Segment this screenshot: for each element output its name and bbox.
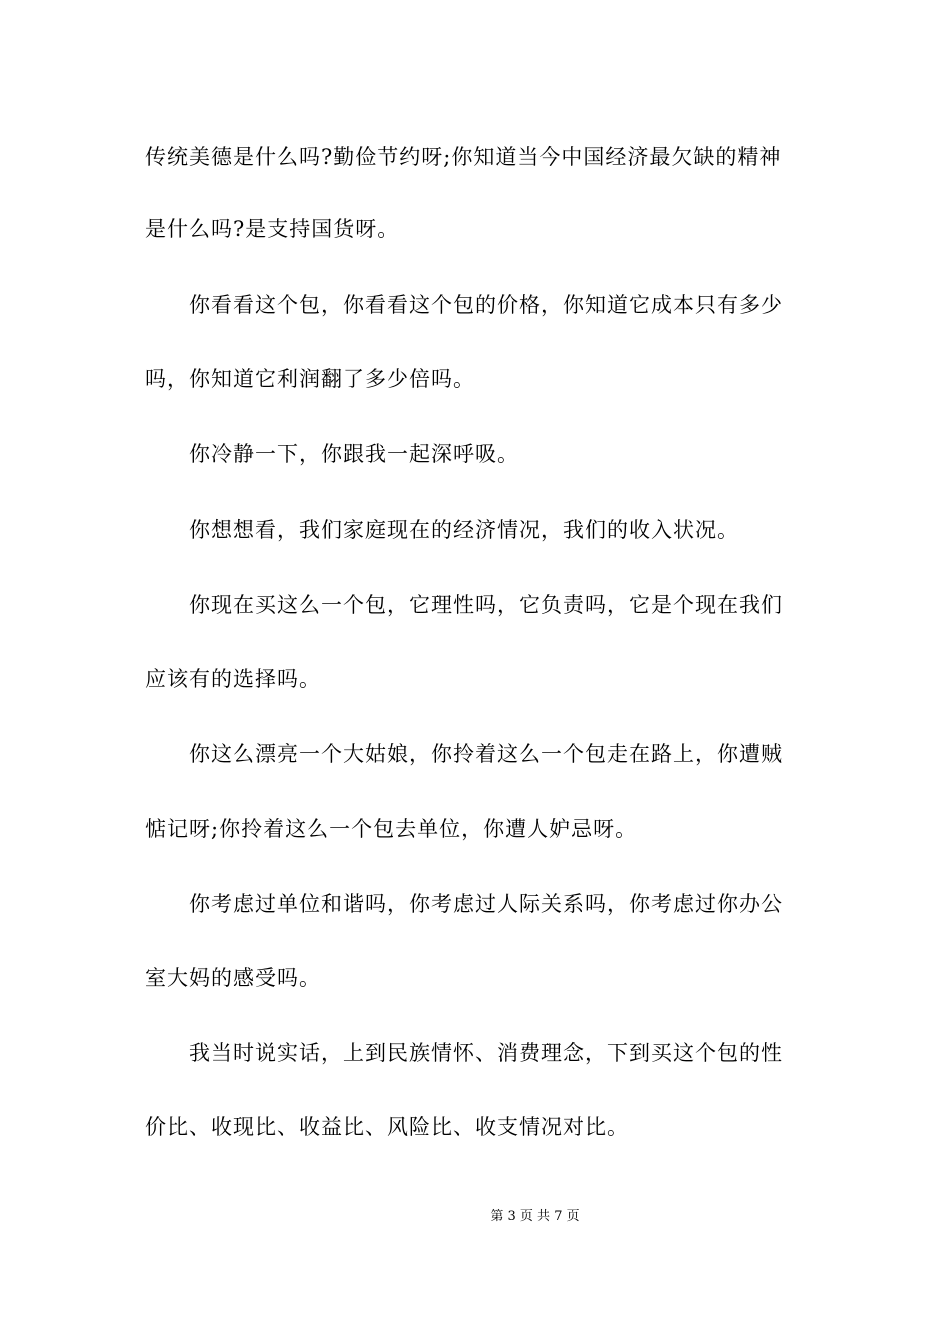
- text-line: 是什么吗?是支持国货呀。: [145, 217, 400, 241]
- text-line: 惦记呀;你拎着这么一个包去单位，你遭人妒忌呀。: [145, 817, 638, 841]
- text-line: 室大妈的感受吗。: [145, 966, 321, 990]
- text-line: 你这么漂亮一个大姑娘，你拎着这么一个包走在路上，你遭贼: [189, 742, 783, 766]
- text-line: 你想想看，我们家庭现在的经济情况，我们的收入状况。: [189, 518, 739, 542]
- text-line: 你冷静一下，你跟我一起深呼吸。: [189, 442, 519, 466]
- text-line: 我当时说实话，上到民族情怀、消费理念，下到买这个包的性: [189, 1041, 783, 1065]
- text-line: 吗，你知道它利润翻了多少倍吗。: [145, 367, 475, 391]
- text-line: 你现在买这么一个包，它理性吗，它负责吗，它是个现在我们: [189, 593, 783, 617]
- page-number-footer: 第 3 页 共 7 页: [490, 1209, 580, 1224]
- text-line: 价比、收现比、收益比、风险比、收支情况对比。: [145, 1115, 629, 1139]
- text-line: 你考虑过单位和谐吗，你考虑过人际关系吗，你考虑过你办公: [189, 892, 783, 916]
- text-line: 应该有的选择吗。: [145, 667, 321, 691]
- text-line: 你看看这个包，你看看这个包的价格，你知道它成本只有多少: [189, 293, 783, 317]
- text-line: 传统美德是什么吗?勤俭节约呀;你知道当今中国经济最欠缺的精神: [145, 145, 782, 169]
